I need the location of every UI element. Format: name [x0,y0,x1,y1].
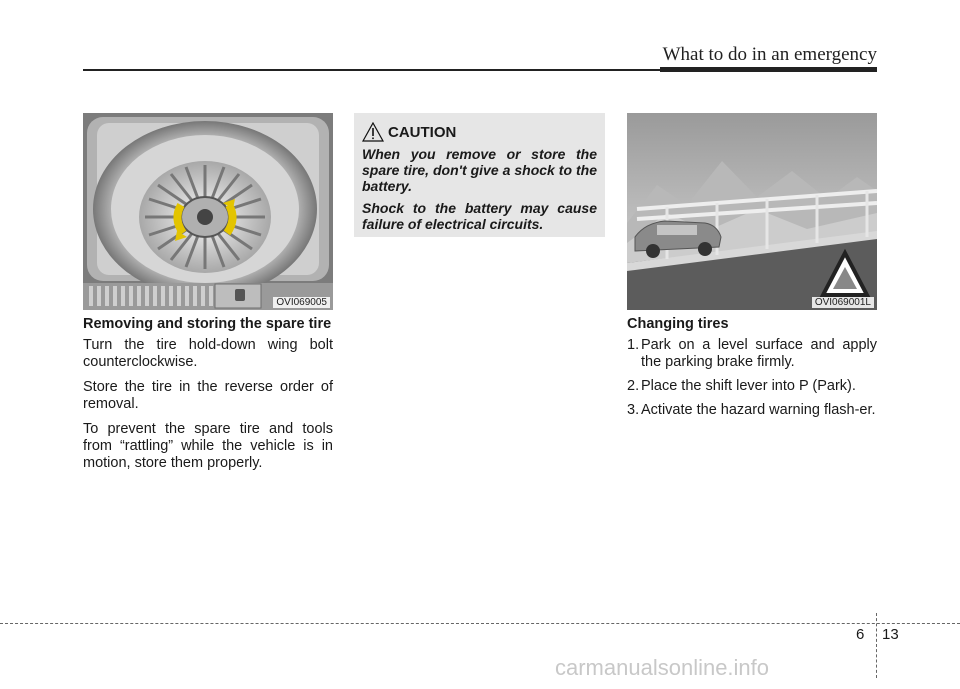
caution-header [362,122,597,142]
roadside-illustration [627,113,877,310]
step-number: 3. [627,402,640,418]
paragraph: To prevent the spare tire and tools from “rattling” while the vehicle is in motion, store them properly. [83,421,333,471]
page-number-separator [876,613,877,678]
caution-text: Shock to the battery may cause failure of electrical circuits. [362,200,597,232]
paragraph: Store the tire in the reverse order of removal. [83,379,333,412]
page-number: 13 [882,626,899,643]
caution-title: CAUTION [388,123,457,141]
watermark: carmanualsonline.info [555,655,770,680]
list-item [627,337,877,371]
steps-list [627,337,877,419]
spare-tire-figure [83,113,333,310]
step-number: 2. [627,378,640,394]
section-heading: Changing tires [627,316,729,332]
section-header-title: What to do in an emergency [662,44,877,65]
footer-rule [0,623,960,624]
step-number: 1. [627,337,640,353]
step-text: Place the shift lever into P (Park). [641,378,856,394]
warning-triangle-icon [362,122,384,142]
roadside-figure [627,113,877,310]
paragraph: Turn the tire hold-down wing bolt counterclockwise. [83,337,333,370]
chapter-number: 6 [856,626,865,643]
left-column [83,316,333,480]
caution-box [354,113,605,237]
spare-tire-illustration [83,113,333,310]
list-item [627,402,877,419]
step-text: Park on a level surface and apply the parking brake firmly. [641,337,877,370]
step-text: Activate the hazard warning flash-er. [641,402,876,418]
figure-code: OVI069001L [812,297,874,308]
list-item [627,378,877,395]
right-column [627,316,877,426]
figure-code: OVI069005 [273,297,330,308]
section-heading: Removing and storing the spare tire [83,316,332,332]
caution-text: When you remove or store the spare tire, don't give a shock to the battery. [362,146,597,194]
header-rule-accent [660,67,877,72]
